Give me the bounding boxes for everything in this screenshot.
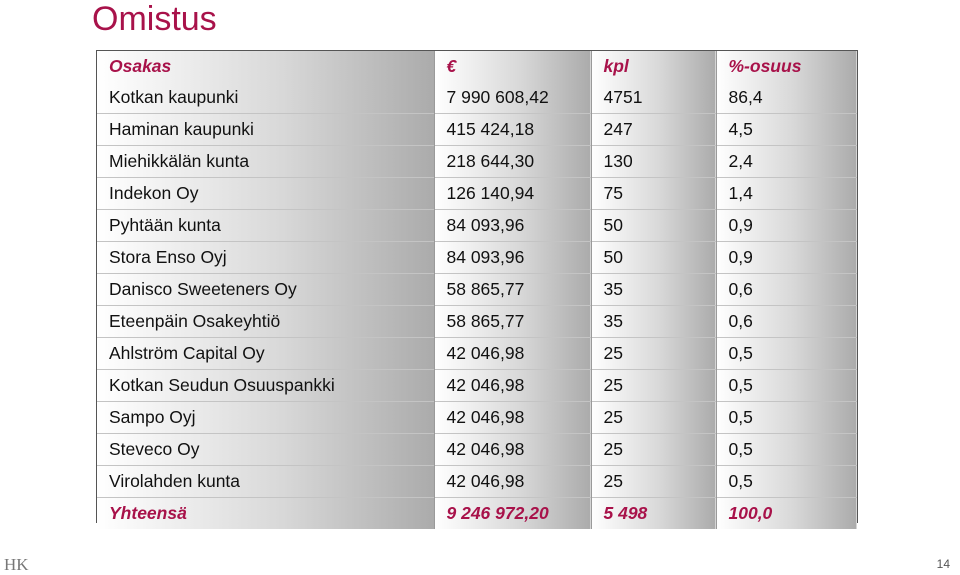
cell-percent: 4,5: [716, 114, 857, 146]
cell-shareholder: Kotkan kaupunki: [97, 82, 434, 114]
table-row: [97, 434, 857, 466]
table-row: [97, 146, 857, 178]
table-total-row: [97, 498, 857, 530]
total-label: Yhteensä: [97, 498, 434, 530]
cell-shares: 35: [591, 306, 716, 338]
cell-shares: 25: [591, 338, 716, 370]
cell-euro: 42 046,98: [434, 338, 591, 370]
cell-shareholder: Miehikkälän kunta: [97, 146, 434, 178]
header-percent: %-osuus: [716, 51, 857, 82]
cell-percent: 0,5: [716, 370, 857, 402]
header-shareholder: Osakas: [97, 51, 434, 82]
table-row: [97, 306, 857, 338]
cell-shares: 50: [591, 242, 716, 274]
cell-euro: 42 046,98: [434, 402, 591, 434]
cell-shareholder: Stora Enso Oyj: [97, 242, 434, 274]
cell-shares: 130: [591, 146, 716, 178]
cell-shares: 25: [591, 466, 716, 498]
cell-shares: 25: [591, 402, 716, 434]
total-percent: 100,0: [716, 498, 857, 530]
cell-shareholder: Indekon Oy: [97, 178, 434, 210]
table-row: [97, 210, 857, 242]
cell-percent: 86,4: [716, 82, 857, 114]
cell-shareholder: Steveco Oy: [97, 434, 434, 466]
table-row: [97, 338, 857, 370]
cell-euro: 7 990 608,42: [434, 82, 591, 114]
slide-title: Omistus: [92, 0, 217, 38]
total-euro: 9 246 972,20: [434, 498, 591, 530]
table-row: [97, 242, 857, 274]
cell-percent: 2,4: [716, 146, 857, 178]
cell-percent: 0,5: [716, 466, 857, 498]
cell-euro: 84 093,96: [434, 210, 591, 242]
cell-shares: 50: [591, 210, 716, 242]
table-row: [97, 370, 857, 402]
header-euro: €: [434, 51, 591, 82]
table-row: [97, 466, 857, 498]
cell-shares: 25: [591, 434, 716, 466]
total-shares: 5 498: [591, 498, 716, 530]
ownership-table: [97, 51, 857, 529]
page-number: 14: [936, 557, 950, 571]
table-header-row: [97, 51, 857, 82]
cell-euro: 42 046,98: [434, 434, 591, 466]
cell-shareholder: Ahlström Capital Oy: [97, 338, 434, 370]
cell-percent: 0,6: [716, 274, 857, 306]
cell-shares: 35: [591, 274, 716, 306]
cell-percent: 0,5: [716, 434, 857, 466]
cell-percent: 0,6: [716, 306, 857, 338]
table-row: [97, 178, 857, 210]
cell-euro: 58 865,77: [434, 306, 591, 338]
table-row: [97, 402, 857, 434]
cell-euro: 415 424,18: [434, 114, 591, 146]
table-row: [97, 82, 857, 114]
cell-percent: 0,9: [716, 210, 857, 242]
cell-shareholder: Haminan kaupunki: [97, 114, 434, 146]
cell-euro: 218 644,30: [434, 146, 591, 178]
cell-percent: 1,4: [716, 178, 857, 210]
table-row: [97, 114, 857, 146]
cell-shareholder: Pyhtään kunta: [97, 210, 434, 242]
cell-shareholder: Kotkan Seudun Osuuspankki: [97, 370, 434, 402]
cell-percent: 0,5: [716, 338, 857, 370]
cell-euro: 42 046,98: [434, 466, 591, 498]
header-shares: kpl: [591, 51, 716, 82]
cell-percent: 0,5: [716, 402, 857, 434]
cell-shareholder: Danisco Sweeteners Oy: [97, 274, 434, 306]
cell-shares: 247: [591, 114, 716, 146]
cell-shares: 25: [591, 370, 716, 402]
footer-initials: HK: [4, 555, 29, 574]
cell-shareholder: Virolahden kunta: [97, 466, 434, 498]
cell-shareholder: Eteenpäin Osakeyhtiö: [97, 306, 434, 338]
cell-euro: 84 093,96: [434, 242, 591, 274]
cell-euro: 126 140,94: [434, 178, 591, 210]
cell-shareholder: Sampo Oyj: [97, 402, 434, 434]
cell-shares: 4751: [591, 82, 716, 114]
cell-euro: 58 865,77: [434, 274, 591, 306]
table-row: [97, 274, 857, 306]
ownership-table-container: [96, 50, 858, 523]
cell-percent: 0,9: [716, 242, 857, 274]
cell-shares: 75: [591, 178, 716, 210]
cell-euro: 42 046,98: [434, 370, 591, 402]
